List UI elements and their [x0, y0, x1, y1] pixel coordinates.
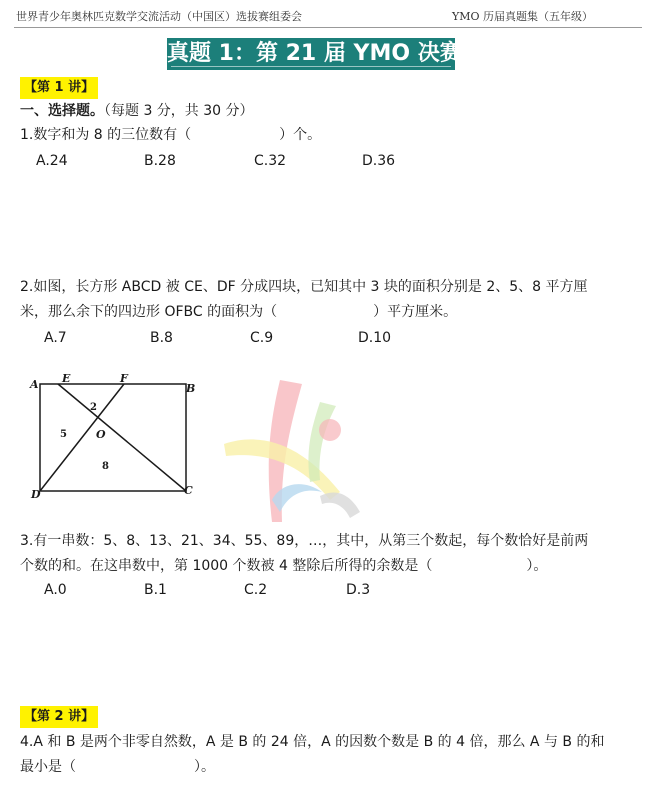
vertex-a-label: A	[30, 378, 39, 391]
question-2-line-1: 2.如图，长方形 ABCD 被 CE、DF 分成四块，已知其中 3 块的面积分别是 2、5、8 平方厘	[20, 279, 588, 295]
area-8-label: 8	[102, 461, 109, 472]
rectangle-figure	[28, 372, 198, 504]
segment-ce	[58, 384, 186, 491]
q1-option-c: C.32	[254, 153, 287, 169]
question-2-text-end: ）平方厘米。	[373, 304, 458, 320]
vertex-c-label: C	[184, 484, 193, 497]
segment-df	[40, 384, 124, 491]
vertex-d-label: D	[31, 488, 41, 501]
watermark-head-circle	[319, 419, 341, 441]
question-1	[20, 125, 321, 145]
vertex-f-label: F	[120, 372, 128, 385]
question-3-text: 个数的和。在这串数中，第 1000 个数被 4 整除后所得的余数是（	[20, 558, 433, 574]
q3-option-b: B.1	[144, 582, 167, 598]
question-1-text-end: ）个。	[279, 127, 322, 143]
lecture-1-tag: 【第 1 讲】	[20, 77, 98, 99]
question-2-line-2	[20, 302, 457, 322]
section-heading	[20, 101, 254, 121]
question-4-line-2	[20, 757, 215, 777]
header-organizer: 世界青少年奥林匹克数学交流活动（中国区）选拔赛组委会	[16, 10, 302, 23]
question-3-text-end: ）。	[526, 558, 548, 574]
section-heading-label: 一、选择题。	[20, 103, 104, 119]
question-3-line-2	[20, 556, 547, 576]
header-divider	[14, 27, 642, 28]
question-4-text: 最小是（	[20, 759, 76, 775]
question-4-line-1: 4.A 和 B 是两个非零自然数，A 是 B 的 24 倍，A 的因数个数是 B 的 4 倍，那么 A 与 B 的和	[20, 734, 605, 750]
q3-option-c: C.2	[244, 582, 268, 598]
point-o-label: O	[96, 428, 106, 441]
question-3-line-1: 3.有一串数：5、8、13、21、34、55、89，…，其中，从第三个数起，每个数恰好是前两	[20, 533, 589, 549]
watermark-gray-stroke	[320, 493, 360, 518]
q1-option-d: D.36	[362, 153, 396, 169]
lecture-2-tag: 【第 2 讲】	[20, 706, 98, 728]
watermark-logo	[210, 372, 378, 532]
q2-option-c: C.9	[250, 330, 274, 346]
question-4-text-end: ）。	[194, 759, 215, 775]
q1-option-b: B.28	[144, 153, 176, 169]
page-title: 真题 1：第 21 届 YMO 决赛	[167, 38, 455, 70]
q2-option-d: D.10	[358, 330, 392, 346]
q2-option-b: B.8	[150, 330, 173, 346]
vertex-b-label: B	[186, 382, 196, 395]
vertex-e-label: E	[62, 372, 71, 385]
question-2-text: 米，那么余下的四边形 OFBC 的面积为（	[20, 304, 278, 320]
q1-option-a: A.24	[36, 153, 68, 169]
area-5-label: 5	[60, 429, 67, 440]
q2-option-a: A.7	[44, 330, 67, 346]
question-1-text: 1.数字和为 8 的三位数有（	[20, 127, 192, 143]
q3-option-a: A.0	[44, 582, 67, 598]
section-heading-note: （每题 3 分，共 30 分）	[104, 103, 254, 119]
watermark-green-stroke	[308, 402, 336, 482]
header-book-title: YMO 历届真题集（五年级）	[452, 10, 594, 23]
q3-option-d: D.3	[346, 582, 371, 598]
area-2-label: 2	[90, 402, 97, 413]
